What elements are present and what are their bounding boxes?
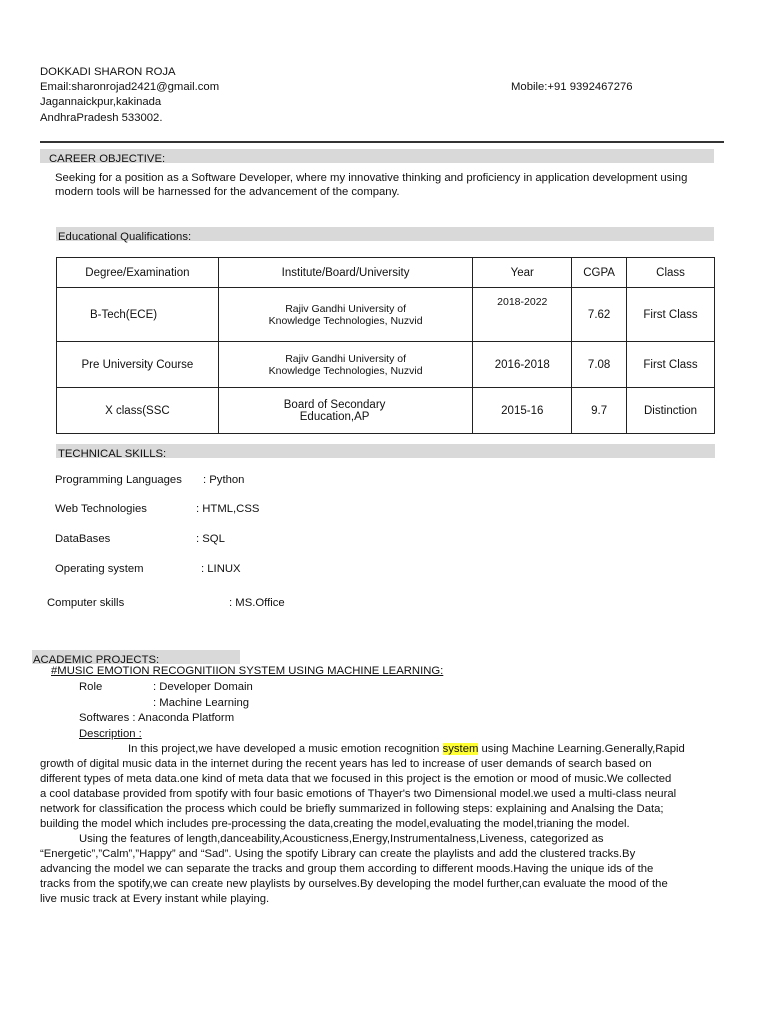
- class-cell: First Class: [627, 342, 715, 388]
- skill-label: Computer skills: [47, 597, 125, 609]
- skill-value: : HTML,CSS: [196, 503, 260, 515]
- skill-label: Operating system: [55, 563, 144, 575]
- education-table: [56, 257, 715, 434]
- header-divider: [40, 141, 724, 143]
- skill-value: : Python: [203, 474, 245, 486]
- institute-line2: Knowledge Technologies, Nuzvid: [268, 314, 423, 327]
- institute-line1: Rajiv Gandhi University of: [285, 352, 406, 365]
- description-line: live music track at Every instant while playing.: [40, 893, 270, 905]
- skill-label: Web Technologies: [55, 503, 147, 515]
- skill-value: : SQL: [196, 533, 225, 545]
- career-heading-band: [40, 149, 714, 163]
- mobile: Mobile:+91 9392467276: [511, 81, 633, 93]
- candidate-name: DOKKADI SHARON ROJA: [40, 66, 176, 78]
- skill-value: : MS.Office: [229, 597, 285, 609]
- year-cell: 2015-16: [473, 388, 572, 434]
- skills-heading-band: [56, 444, 715, 458]
- col-header-class: Class: [627, 258, 715, 288]
- career-heading: CAREER OBJECTIVE:: [49, 153, 166, 165]
- table-row: [57, 342, 715, 388]
- role-label: Role: [79, 681, 103, 693]
- institute-cell: [218, 388, 473, 434]
- address-line1: Jagannaickpur,kakinada: [40, 96, 162, 108]
- projects-heading-band: [32, 650, 240, 664]
- col-header-degree: Degree/Examination: [57, 258, 219, 288]
- description-line: tracks from the spotify,we can create new playlists by ourselves.By developing the model further,can evaluate the mood of the: [40, 878, 668, 890]
- class-cell: Distinction: [627, 388, 715, 434]
- col-header-institute: Institute/Board/University: [218, 258, 473, 288]
- degree-cell: X class(SSC: [57, 388, 219, 434]
- institute-line2: Education,AP: [299, 410, 370, 423]
- description-line: growth of digital music data in the internet during the recent years has led to increase of user demands of search based on: [40, 758, 652, 770]
- col-header-cgpa: CGPA: [572, 258, 627, 288]
- projects-heading: ACADEMIC PROJECTS:: [33, 654, 160, 666]
- description-text: In this project,we have developed a music emotion recognition: [128, 743, 443, 755]
- institute-cell: [218, 288, 473, 342]
- degree-cell: B-Tech(ECE): [57, 288, 219, 342]
- career-text-line2: modern tools will be harnessed for the advancement of the company.: [55, 186, 400, 198]
- description-line: different types of meta data.one kind of meta data that we focused in this project is the emotion or mood of music.We collected: [40, 773, 672, 785]
- description-text: using Machine Learning.Generally,Rapid: [478, 743, 685, 755]
- description-line: “Energetic”,”Calm”,”Happy” and “Sad”. Using the spotify Library can create the playlists and add the clustered tracks.By: [40, 848, 636, 860]
- institute-cell: [218, 342, 473, 388]
- softwares: Softwares : Anaconda Platform: [79, 712, 235, 724]
- col-header-year: Year: [473, 258, 572, 288]
- cgpa-cell: 9.7: [572, 388, 627, 434]
- description-line: advancing the model we can separate the tracks and group them according to different moods.Having the unique ids of the: [40, 863, 654, 875]
- email: Email:sharonrojad2421@gmail.com: [40, 81, 220, 93]
- description-line: network for classification the process which could be briefly summarized in following steps: explaining and Analsing the Data;: [40, 803, 664, 815]
- education-heading-band: [56, 227, 714, 241]
- description-line: building the model which includes pre-processing the data,creating the model,evaluating the model,trianing the model.: [40, 818, 630, 830]
- table-row: [57, 288, 715, 342]
- year-cell: 2018-2022: [473, 288, 572, 342]
- class-cell: First Class: [627, 288, 715, 342]
- description-line: a cool database provided from spotify with four basic emotions of Thayer's two Dimensional model.we used a multi-class neural: [40, 788, 677, 800]
- address-line2: AndhraPradesh 533002.: [40, 112, 163, 124]
- role-value-1: : Developer Domain: [153, 681, 253, 693]
- cgpa-cell: 7.08: [572, 342, 627, 388]
- cgpa-cell: 7.62: [572, 288, 627, 342]
- year-cell: 2016-2018: [473, 342, 572, 388]
- education-heading: Educational Qualifications:: [58, 231, 192, 243]
- table-header-row: [57, 258, 715, 288]
- project-title: #MUSIC EMOTION RECOGNITIION SYSTEM USING MACHINE LEARNING:: [51, 665, 444, 677]
- institute-line2: Knowledge Technologies, Nuzvid: [268, 364, 423, 377]
- institute-line1: Board of Secondary: [283, 398, 386, 411]
- description-label: Description :: [79, 728, 142, 740]
- degree-cell: Pre University Course: [57, 342, 219, 388]
- role-value-2: : Machine Learning: [153, 697, 250, 709]
- skill-label: Programming Languages: [55, 474, 182, 486]
- description-line: [128, 742, 685, 757]
- highlighted-word: system: [442, 743, 479, 755]
- description-line: Using the features of length,danceability,Acousticness,Energy,Instrumentalness,Liveness, categorized as: [79, 833, 604, 845]
- institute-line1: Rajiv Gandhi University of: [285, 302, 406, 315]
- career-text-line1: Seeking for a position as a Software Developer, where my innovative thinking and proficiency in application development using: [55, 172, 688, 184]
- table-row: [57, 388, 715, 434]
- skill-label: DataBases: [55, 533, 111, 545]
- skills-heading: TECHNICAL SKILLS:: [58, 448, 167, 460]
- skill-value: : LINUX: [201, 563, 241, 575]
